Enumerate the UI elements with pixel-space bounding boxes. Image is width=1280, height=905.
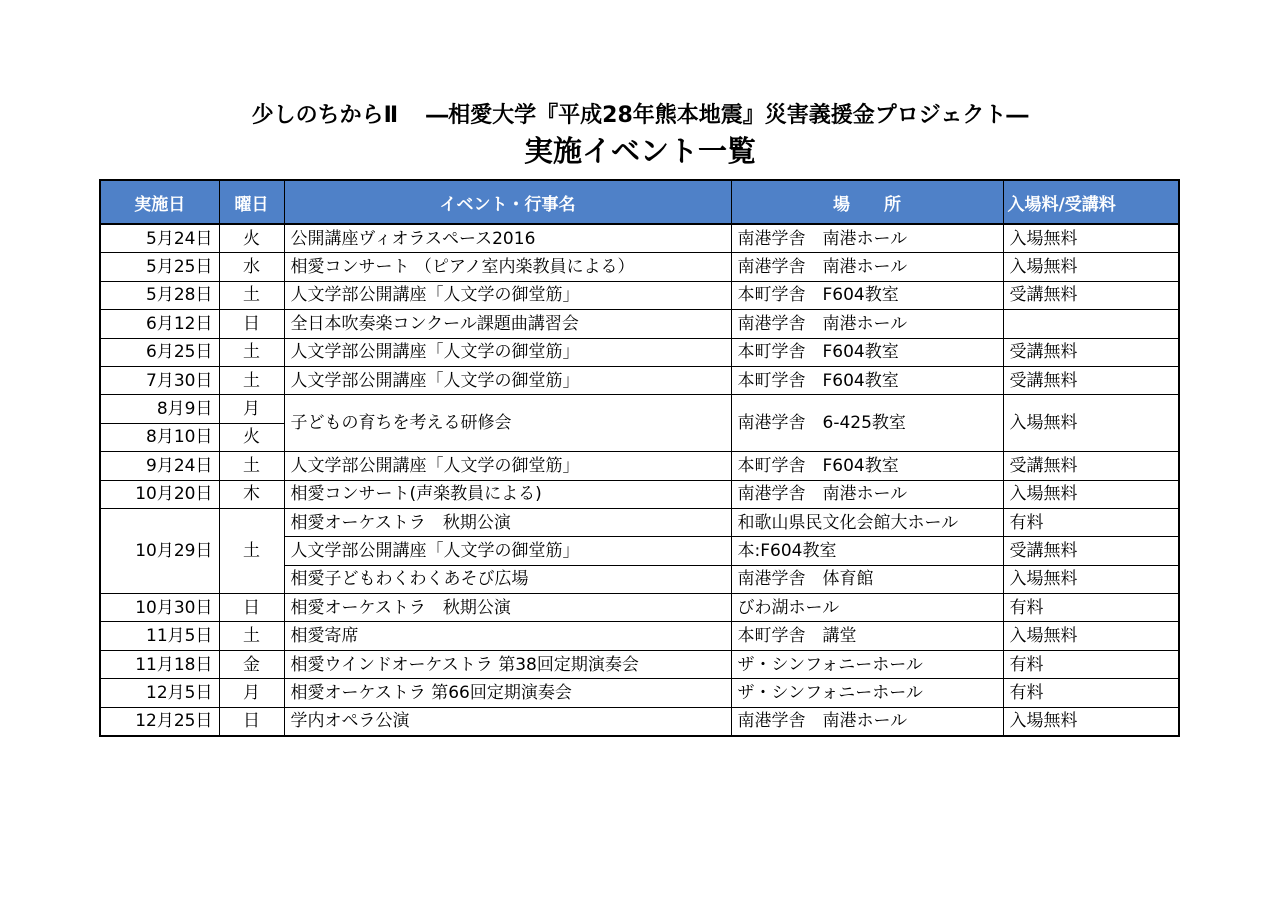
cell-date: 8月9日 — [100, 395, 219, 423]
cell-event: 相愛子どもわくわくあそび広場 — [284, 565, 731, 593]
cell-event: 人文学部公開講座「人文学の御堂筋」 — [284, 452, 731, 480]
cell-venue: ザ・シンフォニーホール — [731, 650, 1003, 678]
cell-fee: 入場無料 — [1003, 622, 1179, 650]
cell-date: 5月28日 — [100, 281, 219, 309]
cell-fee: 入場無料 — [1003, 224, 1179, 253]
cell-event: 相愛ウインドオーケストラ 第38回定期演奏会 — [284, 650, 731, 678]
cell-day: 火 — [219, 224, 284, 253]
table-header-row — [100, 180, 1179, 224]
cell-fee: 受講無料 — [1003, 537, 1179, 565]
cell-fee: 有料 — [1003, 508, 1179, 536]
cell-date: 5月24日 — [100, 224, 219, 253]
cell-date: 10月20日 — [100, 480, 219, 508]
cell-venue: 南港学舎 南港ホール — [731, 707, 1003, 736]
cell-date: 7月30日 — [100, 366, 219, 394]
cell-venue: 南港学舎 南港ホール — [731, 310, 1003, 338]
cell-date: 6月12日 — [100, 310, 219, 338]
cell-event: 人文学部公開講座「人文学の御堂筋」 — [284, 366, 731, 394]
cell-venue: ザ・シンフォニーホール — [731, 679, 1003, 707]
cell-day: 日 — [219, 310, 284, 338]
document-title: 実施イベント一覧 — [523, 134, 756, 168]
cell-day: 水 — [219, 253, 284, 281]
cell-day: 月 — [219, 395, 284, 423]
column-header-day: 曜日 — [219, 180, 284, 224]
cell-event: 相愛オーケストラ 秋期公演 — [284, 508, 731, 536]
table-row — [100, 395, 1179, 423]
cell-event: 人文学部公開講座「人文学の御堂筋」 — [284, 338, 731, 366]
cell-fee: 入場無料 — [1003, 480, 1179, 508]
cell-fee: 有料 — [1003, 594, 1179, 622]
cell-venue: 南港学舎 6-425教室 — [731, 395, 1003, 452]
cell-event: 相愛コンサート(声楽教員による) — [284, 480, 731, 508]
subtitle-series: 少しのちからⅡ — [251, 103, 399, 128]
cell-date: 5月25日 — [100, 253, 219, 281]
cell-day: 土 — [219, 281, 284, 309]
cell-event: 全日本吹奏楽コンクール課題曲講習会 — [284, 310, 731, 338]
table-row — [100, 452, 1179, 480]
cell-fee: 受講無料 — [1003, 338, 1179, 366]
table-row — [100, 679, 1179, 707]
cell-day: 日 — [219, 707, 284, 736]
subtitle-project: ―相愛大学『平成28年熊本地震』災害義援金プロジェクト― — [426, 103, 1029, 128]
cell-fee — [1003, 310, 1179, 338]
cell-day: 火 — [219, 423, 284, 451]
cell-venue: 本町学舎 F604教室 — [731, 452, 1003, 480]
cell-event: 相愛オーケストラ 第66回定期演奏会 — [284, 679, 731, 707]
cell-fee: 入場無料 — [1003, 253, 1179, 281]
cell-venue: 本町学舎 講堂 — [731, 622, 1003, 650]
cell-venue: 和歌山県民文化会館大ホール — [731, 508, 1003, 536]
cell-fee: 有料 — [1003, 679, 1179, 707]
table-row — [100, 253, 1179, 281]
cell-event: 学内オペラ公演 — [284, 707, 731, 736]
cell-date: 10月29日 — [100, 508, 219, 593]
cell-date: 8月10日 — [100, 423, 219, 451]
table-row — [100, 338, 1179, 366]
cell-event: 相愛寄席 — [284, 622, 731, 650]
cell-date: 10月30日 — [100, 594, 219, 622]
cell-fee: 受講無料 — [1003, 366, 1179, 394]
cell-venue: びわ湖ホール — [731, 594, 1003, 622]
cell-venue: 本町学舎 F604教室 — [731, 366, 1003, 394]
cell-date: 11月5日 — [100, 622, 219, 650]
document-subtitle — [0, 100, 1280, 132]
table-row — [100, 224, 1179, 253]
table-row — [100, 594, 1179, 622]
cell-venue: 南港学舎 南港ホール — [731, 224, 1003, 253]
cell-venue: 南港学舎 体育館 — [731, 565, 1003, 593]
cell-day: 土 — [219, 338, 284, 366]
cell-venue: 本町学舎 F604教室 — [731, 338, 1003, 366]
cell-venue: 南港学舎 南港ホール — [731, 480, 1003, 508]
cell-fee: 入場無料 — [1003, 707, 1179, 736]
cell-date: 12月5日 — [100, 679, 219, 707]
cell-day: 土 — [219, 622, 284, 650]
column-header-date: 実施日 — [100, 180, 219, 224]
cell-date: 11月18日 — [100, 650, 219, 678]
table-row — [100, 480, 1179, 508]
cell-fee: 受講無料 — [1003, 452, 1179, 480]
table-row — [100, 508, 1179, 536]
cell-date: 12月25日 — [100, 707, 219, 736]
cell-day: 土 — [219, 508, 284, 593]
cell-venue: 南港学舎 南港ホール — [731, 253, 1003, 281]
event-table — [99, 179, 1180, 737]
cell-venue: 本:F604教室 — [731, 537, 1003, 565]
cell-day: 土 — [219, 452, 284, 480]
table-row — [100, 310, 1179, 338]
cell-fee: 有料 — [1003, 650, 1179, 678]
table-row — [100, 622, 1179, 650]
cell-event: 相愛コンサート （ピアノ室内楽教員による） — [284, 253, 731, 281]
cell-venue: 本町学舎 F604教室 — [731, 281, 1003, 309]
table-row — [100, 281, 1179, 309]
cell-event: 子どもの育ちを考える研修会 — [284, 395, 731, 452]
cell-day: 金 — [219, 650, 284, 678]
cell-event: 相愛オーケストラ 秋期公演 — [284, 594, 731, 622]
cell-day: 月 — [219, 679, 284, 707]
cell-date: 9月24日 — [100, 452, 219, 480]
table-row — [100, 707, 1179, 736]
cell-date: 6月25日 — [100, 338, 219, 366]
column-header-fee: 入場料/受講料 — [1003, 180, 1179, 224]
cell-fee: 受講無料 — [1003, 281, 1179, 309]
cell-event: 公開講座ヴィオラスペース2016 — [284, 224, 731, 253]
table-row — [100, 650, 1179, 678]
cell-fee: 入場無料 — [1003, 565, 1179, 593]
cell-day: 木 — [219, 480, 284, 508]
cell-day: 土 — [219, 366, 284, 394]
table-row — [100, 366, 1179, 394]
cell-day: 日 — [219, 594, 284, 622]
column-header-event: イベント・行事名 — [284, 180, 731, 224]
cell-event: 人文学部公開講座「人文学の御堂筋」 — [284, 281, 731, 309]
cell-fee: 入場無料 — [1003, 395, 1179, 452]
cell-event: 人文学部公開講座「人文学の御堂筋」 — [284, 537, 731, 565]
column-header-venue: 場 所 — [731, 180, 1003, 224]
